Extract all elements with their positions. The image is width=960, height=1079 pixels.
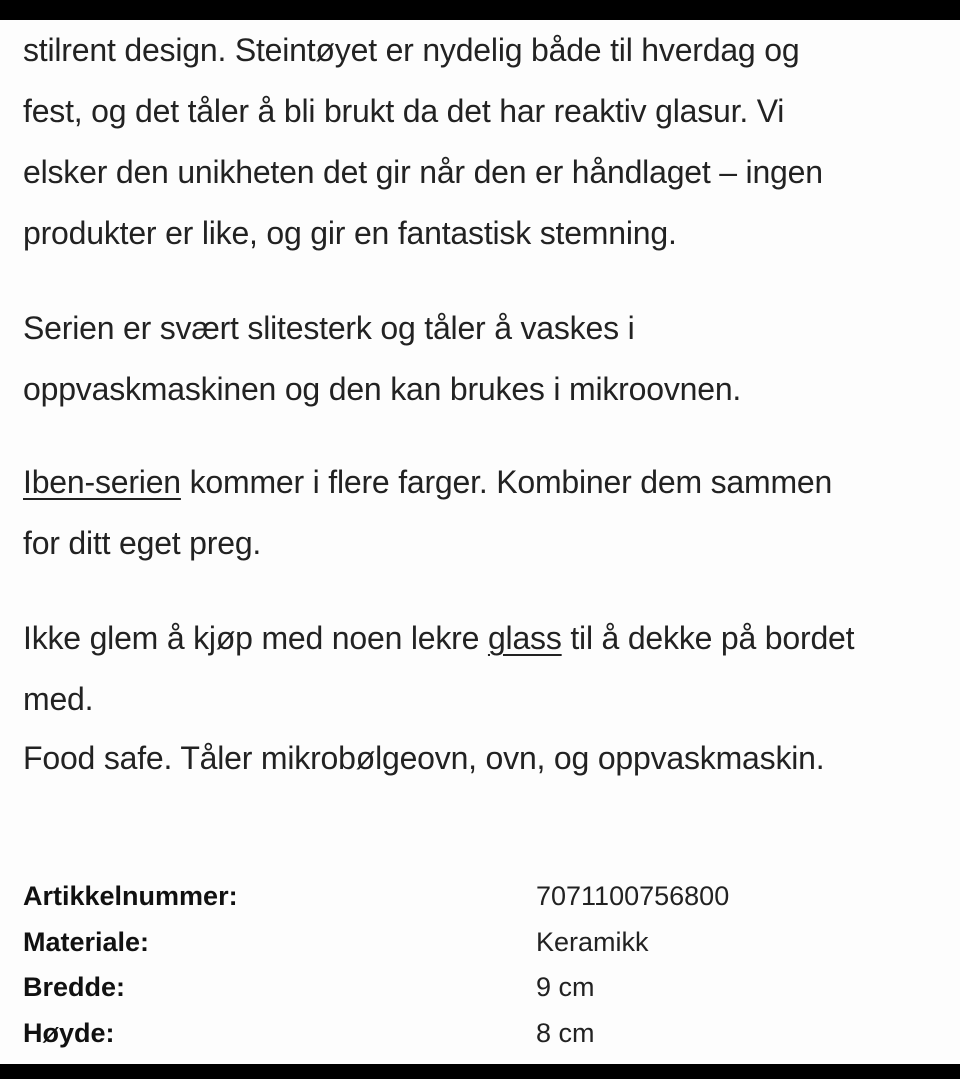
text-line: Food safe. Tåler mikrobølgeovn, ovn, og oppvaskmaskin. xyxy=(23,740,825,776)
spec-value: 9 cm xyxy=(536,972,595,1002)
spec-label: Bredde: xyxy=(23,972,126,1002)
product-specifications xyxy=(23,874,943,1056)
glass-link[interactable]: glass xyxy=(487,620,562,656)
text-line: fest, og det tåler å bli brukt da det har reaktiv glasur. Vi xyxy=(23,93,785,129)
spec-value: Keramikk xyxy=(536,926,649,957)
spec-row-width xyxy=(23,965,943,1011)
text-line: stilrent design. Steintøyet er nydelig både til hverdag og xyxy=(23,32,800,68)
description-paragraph-5 xyxy=(23,728,824,789)
text-line: Serien er svært slitesterk og tåler å vaskes i xyxy=(23,310,635,346)
description-paragraph-4 xyxy=(23,608,854,730)
text-line: produkter er like, og gir en fantastisk stemning. xyxy=(23,215,677,251)
description-paragraph-2 xyxy=(23,298,741,420)
product-page xyxy=(0,20,960,1064)
spec-label: Høyde: xyxy=(23,1017,115,1048)
spec-value: 8 cm xyxy=(536,1017,595,1048)
spec-label: Materiale: xyxy=(23,926,150,957)
spec-label: Artikkelnummer: xyxy=(23,881,238,911)
text-line: for ditt eget preg. xyxy=(23,525,262,561)
text-segment: Ikke glem å kjøp med noen lekre xyxy=(23,620,488,656)
description-paragraph-1 xyxy=(23,20,823,264)
text-line xyxy=(23,608,854,669)
spec-row-material xyxy=(23,920,943,966)
text-segment: til å dekke på bordet xyxy=(561,620,855,656)
bottom-black-border xyxy=(0,1064,960,1079)
text-line: oppvaskmaskinen og den kan brukes i mikroovnen. xyxy=(23,371,742,407)
text-segment: kommer i flere farger. Kombiner dem sammen xyxy=(180,464,833,500)
top-black-border xyxy=(0,0,960,20)
text-line: elsker den unikheten det gir når den er håndlaget – ingen xyxy=(23,154,823,190)
text-line: med. xyxy=(23,681,94,717)
spec-value: 7071100756800 xyxy=(536,881,730,911)
description-paragraph-3 xyxy=(23,452,832,574)
text-line xyxy=(23,452,832,513)
spec-row-article-number xyxy=(23,874,943,920)
iben-series-link[interactable]: Iben-serien xyxy=(23,464,181,500)
spec-row-height xyxy=(23,1011,943,1057)
